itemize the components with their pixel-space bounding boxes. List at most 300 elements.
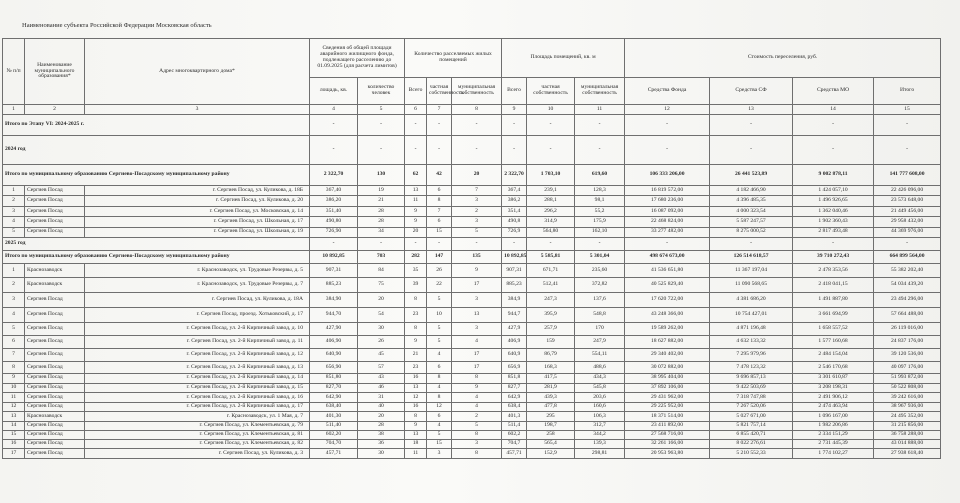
total-people: 703	[358, 250, 405, 263]
row-sq-municipal: 162,10	[575, 227, 625, 237]
total-sq-private: 5 585,81	[527, 250, 575, 263]
row-rooms-private: 6	[427, 217, 452, 227]
row-number: 3	[3, 206, 25, 216]
row-rooms-total: 18	[405, 440, 427, 449]
row-municipality: Сергиев Посад	[25, 373, 85, 383]
row-total: 22 426 096,00	[874, 186, 941, 196]
row-rooms-total: 13	[405, 186, 427, 196]
header-rooms-municipal: муниципальная собственность	[452, 78, 502, 105]
row-fund: 16 819 572,00	[625, 186, 710, 196]
row-number: 4	[3, 217, 25, 227]
row-rooms-municipal: 3	[452, 292, 502, 307]
row-municipality: Сергиев Посад	[25, 292, 85, 307]
row-municipality: Сергиев Посад	[25, 348, 85, 361]
row-fund: 16 087 092,00	[625, 206, 710, 216]
row-total: 23 494 296,00	[874, 292, 941, 307]
row-people: 34	[358, 227, 405, 237]
row-rooms-municipal: 4	[452, 393, 502, 403]
row-sq-municipal: 545,8	[575, 383, 625, 393]
dash-cell: -	[575, 237, 625, 250]
row-rooms-total: 23	[405, 361, 427, 373]
column-number: 8	[452, 105, 502, 115]
table-row	[3, 440, 941, 449]
row-sq-total: 490,8	[502, 217, 527, 227]
row-sq-total: 944,7	[502, 307, 527, 322]
row-people: 40	[358, 402, 405, 412]
row-sq-municipal: 434,3	[575, 373, 625, 383]
row-municipality: Сергиев Посад	[25, 383, 85, 393]
dash-cell: -	[427, 115, 452, 136]
row-total: 36 758 288,00	[874, 431, 941, 440]
row-area: 401,30	[310, 412, 358, 422]
row-sf: 9 422 503,69	[710, 383, 793, 393]
row-area: 944,70	[310, 307, 358, 322]
row-rooms-municipal: 3	[452, 196, 502, 206]
total-fund: 498 674 673,00	[625, 250, 710, 263]
row-address: г. Сергиев Посад, ул. Клементьевская, д. 81	[85, 431, 310, 440]
row-rooms-municipal: 2	[452, 412, 502, 422]
dash-cell: -	[710, 237, 793, 250]
table-row	[3, 361, 941, 373]
total-rooms-total: 282	[405, 250, 427, 263]
row-mo-funds: 2 731 445,39	[793, 440, 874, 449]
row-rooms-private: 5	[427, 335, 452, 348]
row-sq-private: 86,79	[527, 348, 575, 361]
row-people: 28	[358, 217, 405, 227]
row-rooms-private: 3	[427, 449, 452, 458]
row-area: 656,90	[310, 361, 358, 373]
row-area: 885,23	[310, 277, 358, 292]
row-sf: 9 696 857,13	[710, 373, 793, 383]
row-mo-funds: 1 658 557,52	[793, 322, 874, 335]
table-row	[3, 383, 941, 393]
table-row	[3, 393, 941, 403]
row-people: 46	[358, 383, 405, 393]
row-sq-total: 384,9	[502, 292, 527, 307]
row-sq-municipal: 554,11	[575, 348, 625, 361]
row-municipality: Сергиев Посад	[25, 227, 85, 237]
row-fund: 27 568 716,00	[625, 431, 710, 440]
row-fund: 18 627 882,00	[625, 335, 710, 348]
total-total: 141 777 608,00	[874, 165, 941, 186]
row-sq-private: 288,1	[527, 196, 575, 206]
row-number: 3	[3, 292, 25, 307]
column-number: 1	[3, 105, 25, 115]
row-rooms-municipal: 7	[452, 186, 502, 196]
row-number: 1	[3, 263, 25, 277]
row-sq-total: 640,9	[502, 348, 527, 361]
row-mo-funds: 3 208 198,31	[793, 383, 874, 393]
subject-line: Наименование субъекта Российской Федерации Московская область	[22, 22, 212, 29]
row-address: г. Сергиев Посад, ул. Клементьевская, д. 82	[85, 440, 310, 449]
row-sq-total: 427,9	[502, 322, 527, 335]
header-sq-total: Всего	[502, 78, 527, 105]
row-rooms-private: 6	[427, 412, 452, 422]
row-municipality: Сергиев Посад	[25, 431, 85, 440]
row-sq-private: 395,9	[527, 307, 575, 322]
row-address: г. Сергиев Посад, ул. Куликова, д. 3	[85, 449, 310, 458]
row-address: г. Сергиев Посад, ул. Школьная, д. 17	[85, 217, 310, 227]
row-sq-total: 656,9	[502, 361, 527, 373]
row-people: 36	[358, 440, 405, 449]
mo-total-2024-row-label: Итого по муниципальному образованию Сергиево-Посадскому муниципальному району	[3, 165, 310, 186]
total-sq-total: 2 322,70	[502, 165, 527, 186]
row-sf: 10 754 427,01	[710, 307, 793, 322]
table-row	[3, 449, 941, 458]
row-sf: 11 367 197,04	[710, 263, 793, 277]
row-rooms-total: 20	[405, 227, 427, 237]
row-municipality: Сергиев Посад	[25, 206, 85, 216]
row-people: 45	[358, 348, 405, 361]
total-rooms-municipal: 135	[452, 250, 502, 263]
row-sq-private: 159	[527, 335, 575, 348]
row-sq-total: 351,4	[502, 206, 527, 216]
total-sq-private: 1 703,10	[527, 165, 575, 186]
row-total: 24 495 352,00	[874, 412, 941, 422]
row-sq-private: 247,3	[527, 292, 575, 307]
row-rooms-total: 16	[405, 373, 427, 383]
row-people: 43	[358, 373, 405, 383]
row-mo-funds: 2 484 154,04	[793, 348, 874, 361]
row-fund: 17 680 236,00	[625, 196, 710, 206]
row-people: 30	[358, 449, 405, 458]
row-mo-funds: 2 334 151,29	[793, 431, 874, 440]
total-rooms-total: 62	[405, 165, 427, 186]
row-rooms-private: 15	[427, 440, 452, 449]
row-total: 40 097 176,00	[874, 361, 941, 373]
row-area: 511,40	[310, 421, 358, 430]
row-sf: 4 396 485,35	[710, 196, 793, 206]
header-sf: Средства СФ	[710, 78, 793, 105]
column-number: 12	[625, 105, 710, 115]
total-sq-total: 10 892,85	[502, 250, 527, 263]
row-sq-municipal: 298,81	[575, 449, 625, 458]
row-rooms-total: 21	[405, 348, 427, 361]
dash-cell: -	[502, 237, 527, 250]
row-address: г. Сергиев Посад, ул. 2-й Кирпичный завод, д. 17	[85, 402, 310, 412]
row-rooms-municipal: 13	[452, 307, 502, 322]
row-rooms-municipal: 4	[452, 335, 502, 348]
row-sq-municipal: 128,3	[575, 186, 625, 196]
row-sq-private: 152,9	[527, 449, 575, 458]
dash-cell: -	[310, 115, 358, 136]
row-address: г. Краснозаводск, ул. Трудовые Резервы, д. 7	[85, 277, 310, 292]
row-number: 14	[3, 421, 25, 430]
row-sf: 6 855 420,71	[710, 431, 793, 440]
row-rooms-total: 23	[405, 307, 427, 322]
row-rooms-municipal: 3	[452, 440, 502, 449]
row-sf: 4 000 323,54	[710, 206, 793, 216]
row-area: 907,31	[310, 263, 358, 277]
row-sq-municipal: 235,60	[575, 263, 625, 277]
table-row	[3, 412, 941, 422]
row-rooms-municipal: 9	[452, 263, 502, 277]
row-mo-funds: 1 096 167,00	[793, 412, 874, 422]
row-address: г. Сергиев Посад, ул. 2-й Кирпичный завод, д. 13	[85, 361, 310, 373]
row-people: 20	[358, 412, 405, 422]
row-address: г. Сергиев Посад, ул. 2-й Кирпичный завод, д. 10	[85, 322, 310, 335]
row-sq-total: 907,31	[502, 263, 527, 277]
row-total: 39 120 536,00	[874, 348, 941, 361]
row-rooms-private: 10	[427, 307, 452, 322]
row-sq-municipal: 312,7	[575, 421, 625, 430]
row-sq-private: 258	[527, 431, 575, 440]
row-rooms-total: 9	[405, 206, 427, 216]
row-municipality: Сергиев Посад	[25, 196, 85, 206]
header-rooms-private: частная собственность	[427, 78, 452, 105]
row-sq-private: 565,4	[527, 440, 575, 449]
row-municipality: Сергиев Посад	[25, 186, 85, 196]
row-rooms-municipal: 5	[452, 227, 502, 237]
dash-cell: -	[625, 136, 710, 165]
row-address: г. Сергиев Посад, ул. 2-й Кирпичный завод, д. 15	[85, 383, 310, 393]
row-area: 827,70	[310, 383, 358, 393]
dash-cell: -	[874, 115, 941, 136]
row-rooms-total: 35	[405, 263, 427, 277]
column-number: 4	[310, 105, 358, 115]
row-address: г. Сергиев Посад, проезд. Хотьковский, д. 17	[85, 307, 310, 322]
row-rooms-total: 9	[405, 421, 427, 430]
row-people: 28	[358, 421, 405, 430]
dash-cell: -	[405, 237, 427, 250]
row-rooms-municipal: 9	[452, 383, 502, 393]
row-municipality: Сергиев Посад	[25, 307, 85, 322]
dash-cell: -	[405, 115, 427, 136]
row-rooms-private: 15	[427, 227, 452, 237]
row-people: 30	[358, 322, 405, 335]
row-number: 6	[3, 335, 25, 348]
row-municipality: Сергиев Посад	[25, 335, 85, 348]
row-rooms-private: 22	[427, 277, 452, 292]
row-sq-municipal: 372,82	[575, 277, 625, 292]
row-sq-total: 726,9	[502, 227, 527, 237]
header-address: Адрес многоквартирного дома*	[85, 39, 310, 105]
header-cost-group: Стоимость переселения, руб.	[625, 39, 941, 78]
row-sq-total: 851,8	[502, 373, 527, 383]
table-row	[3, 227, 941, 237]
total-area: 2 322,70	[310, 165, 358, 186]
row-municipality: Сергиев Посад	[25, 393, 85, 403]
row-fund: 29 340 402,00	[625, 348, 710, 361]
row-fund: 23 411 892,00	[625, 421, 710, 430]
row-number: 2	[3, 277, 25, 292]
header-sq-municipal: муниципальная собственность	[575, 78, 625, 105]
row-sf: 4 182 466,90	[710, 186, 793, 196]
row-people: 19	[358, 186, 405, 196]
row-sf: 5 027 671,00	[710, 412, 793, 422]
row-fund: 29 225 952,00	[625, 402, 710, 412]
row-area: 457,71	[310, 449, 358, 458]
row-mo-funds: 2 418 041,15	[793, 277, 874, 292]
row-sq-private: 239,1	[527, 186, 575, 196]
dash-cell: -	[527, 237, 575, 250]
table-header	[3, 39, 941, 115]
row-sq-private: 314,9	[527, 217, 575, 227]
total-sf: 126 514 618,57	[710, 250, 793, 263]
row-total: 55 382 202,40	[874, 263, 941, 277]
table-row	[3, 421, 941, 430]
row-sf: 4 381 686,20	[710, 292, 793, 307]
dash-cell: -	[625, 115, 710, 136]
row-rooms-private: 7	[427, 206, 452, 216]
row-sq-total: 642,9	[502, 393, 527, 403]
row-mo-funds: 3 301 610,87	[793, 373, 874, 383]
row-mo-funds: 1 577 160,68	[793, 335, 874, 348]
row-municipality: Краснозаводск	[25, 277, 85, 292]
row-address: г. Сергиев Посад, ул. 2-й Кирпичный завод, д. 16	[85, 393, 310, 403]
row-address: г. Сергиев Посад, ул. 2-й Кирпичный завод, д. 14	[85, 373, 310, 383]
row-mo-funds: 2 546 170,68	[793, 361, 874, 373]
row-sq-private: 564,80	[527, 227, 575, 237]
row-people: 57	[358, 361, 405, 373]
row-sq-private: 512,41	[527, 277, 575, 292]
row-sf: 5 821 757,14	[710, 421, 793, 430]
row-rooms-total: 9	[405, 217, 427, 227]
row-sf: 7 318 747,88	[710, 393, 793, 403]
header-rooms-total: Всего	[405, 78, 427, 105]
row-sq-private: 257,9	[527, 322, 575, 335]
row-people: 54	[358, 307, 405, 322]
row-fund: 29 431 962,00	[625, 393, 710, 403]
table-row	[3, 322, 941, 335]
row-rooms-private: 6	[427, 361, 452, 373]
row-sq-municipal: 137,6	[575, 292, 625, 307]
row-sq-total: 401,3	[502, 412, 527, 422]
row-sq-municipal: 247,9	[575, 335, 625, 348]
row-rooms-total: 39	[405, 277, 427, 292]
row-sf: 4 632 133,32	[710, 335, 793, 348]
row-sq-municipal: 170	[575, 322, 625, 335]
dash-cell: -	[452, 115, 502, 136]
header-area-group: Сведения об общей площади аварийного жилищного фонда, подлежащего расселению до 01.09.2025 (для расчета лимитов)	[310, 39, 405, 78]
table-row	[3, 348, 941, 361]
row-sq-total: 704,7	[502, 440, 527, 449]
row-municipality: Сергиев Посад	[25, 421, 85, 430]
row-municipality: Сергиев Посад	[25, 361, 85, 373]
row-rooms-private: 5	[427, 322, 452, 335]
row-rooms-municipal: 5	[452, 421, 502, 430]
dash-cell: -	[793, 115, 874, 136]
row-number: 9	[3, 373, 25, 383]
row-sq-municipal: 175,9	[575, 217, 625, 227]
header-sq-group: Площадь помещений, кв. м	[502, 39, 625, 78]
table-row	[3, 335, 941, 348]
row-mo-funds: 1 982 206,86	[793, 421, 874, 430]
row-fund: 20 953 963,80	[625, 449, 710, 458]
row-area: 642,90	[310, 393, 358, 403]
row-rooms-private: 12	[427, 402, 452, 412]
row-people: 31	[358, 393, 405, 403]
row-rooms-private: 26	[427, 263, 452, 277]
row-rooms-municipal: 17	[452, 277, 502, 292]
row-fund: 17 620 722,00	[625, 292, 710, 307]
row-rooms-municipal: 2	[452, 206, 502, 216]
row-sq-municipal: 106,3	[575, 412, 625, 422]
row-address: г. Краснозаводск, ул. Трудовые Резервы, д. 5	[85, 263, 310, 277]
column-number: 9	[502, 105, 527, 115]
row-number: 12	[3, 402, 25, 412]
table-row	[3, 307, 941, 322]
row-mo-funds: 2 478 353,56	[793, 263, 874, 277]
row-total: 44 369 976,00	[874, 227, 941, 237]
row-total: 31 215 856,00	[874, 421, 941, 430]
row-people: 84	[358, 263, 405, 277]
row-fund: 30 072 882,00	[625, 361, 710, 373]
dash-cell: -	[793, 136, 874, 165]
table-row	[3, 431, 941, 440]
dash-cell: -	[710, 136, 793, 165]
row-total: 51 993 872,00	[874, 373, 941, 383]
dash-cell: -	[405, 136, 427, 165]
column-number: 15	[874, 105, 941, 115]
row-number: 5	[3, 322, 25, 335]
row-mo-funds: 2 474 463,94	[793, 402, 874, 412]
row-municipality: Сергиев Посад	[25, 440, 85, 449]
row-sq-municipal: 344,2	[575, 431, 625, 440]
row-mo-funds: 1 902 360,43	[793, 217, 874, 227]
row-fund: 22 468 824,00	[625, 217, 710, 227]
header-people: количество человек	[358, 78, 405, 105]
row-total: 21 449 456,00	[874, 206, 941, 216]
row-address: г. Сергиев Посад, ул. Школьная, д. 19	[85, 227, 310, 237]
row-sq-private: 295	[527, 412, 575, 422]
row-rooms-municipal: 3	[452, 217, 502, 227]
row-area: 406,90	[310, 335, 358, 348]
table-row	[3, 196, 941, 206]
header-total: Итого	[874, 78, 941, 105]
row-sq-total: 602,2	[502, 431, 527, 440]
dash-cell: -	[502, 136, 527, 165]
total-fund: 106 333 206,00	[625, 165, 710, 186]
column-number: 10	[527, 105, 575, 115]
row-sq-total: 827,7	[502, 383, 527, 393]
row-rooms-total: 11	[405, 196, 427, 206]
row-sf: 7 295 979,96	[710, 348, 793, 361]
row-people: 28	[358, 206, 405, 216]
row-people: 38	[358, 431, 405, 440]
row-number: 4	[3, 307, 25, 322]
total-total: 664 899 564,00	[874, 250, 941, 263]
row-sf: 11 090 568,65	[710, 277, 793, 292]
dash-cell: -	[793, 237, 874, 250]
row-number: 1	[3, 186, 25, 196]
row-rooms-private: 5	[427, 292, 452, 307]
total-people: 130	[358, 165, 405, 186]
row-number: 8	[3, 361, 25, 373]
row-number: 16	[3, 440, 25, 449]
stage-total-row-label: Итого по Этапу VI: 2024-2025 г.	[3, 115, 310, 136]
table-row	[3, 217, 941, 227]
column-number: 5	[358, 105, 405, 115]
column-number-row	[3, 105, 941, 115]
row-rooms-municipal: 8	[452, 373, 502, 383]
row-sq-municipal: 488,6	[575, 361, 625, 373]
row-sf: 7 267 520,06	[710, 402, 793, 412]
row-mo-funds: 2 491 906,12	[793, 393, 874, 403]
dash-cell: -	[310, 136, 358, 165]
header-mo-funds: Средства МО	[793, 78, 874, 105]
table-row	[3, 402, 941, 412]
row-rooms-total: 11	[405, 449, 427, 458]
row-fund: 38 995 404,00	[625, 373, 710, 383]
row-area: 704,70	[310, 440, 358, 449]
row-total: 57 664 488,00	[874, 307, 941, 322]
header-num: № п/п	[3, 39, 25, 105]
row-rooms-municipal: 3	[452, 322, 502, 335]
row-sq-total: 511,4	[502, 421, 527, 430]
table-row	[3, 186, 941, 196]
table-body	[3, 115, 941, 459]
